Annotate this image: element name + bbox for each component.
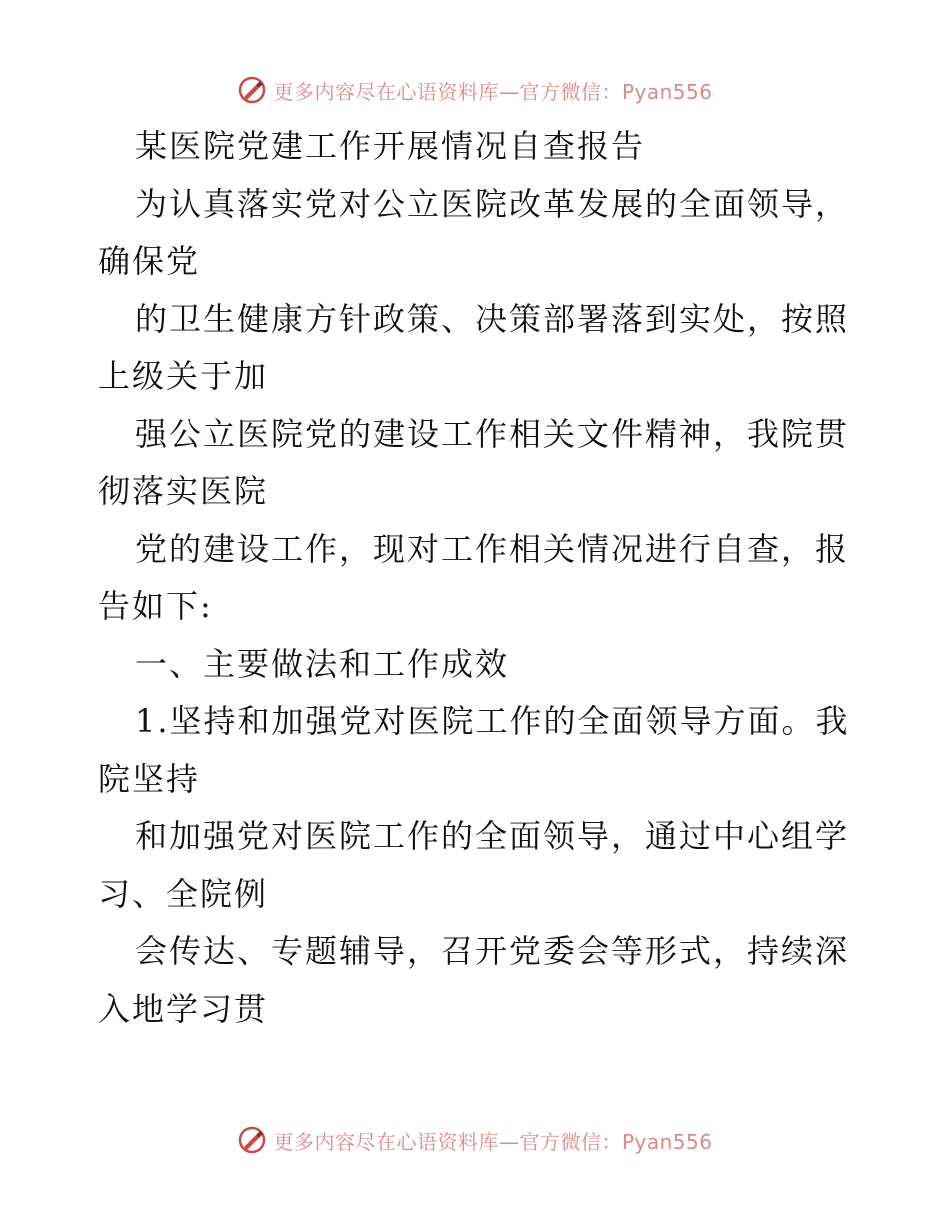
text-line: 为认真落实党对公立医院改革发展的全面领导， xyxy=(135,184,850,223)
pen-logo-icon xyxy=(237,1125,267,1155)
watermark-text: 更多内容尽在心语资料库—官方微信：Pyan556 xyxy=(273,1129,713,1154)
text-line: 告如下: xyxy=(98,587,213,625)
watermark-header xyxy=(0,70,950,110)
text-line: 和加强党对医院工作的全面领导，通过中心组学 xyxy=(135,817,850,855)
watermark-text: 更多内容尽在心语资料库—官方微信：Pyan556 xyxy=(273,79,713,104)
text-line: 彻落实医院 xyxy=(98,472,269,510)
text-line: 的卫生健康方针政策、决策部署落到实处，按照 xyxy=(135,299,850,338)
watermark-footer xyxy=(0,1120,950,1160)
text-line: 会传达、专题辅导，召开党委会等形式，持续深 xyxy=(135,932,850,970)
document-title: 某医院党建工作开展情况自查报告 xyxy=(135,127,646,165)
pen-logo-icon xyxy=(237,75,267,105)
text-line: 习、全院例 xyxy=(98,874,269,913)
text-line: 院坚持 xyxy=(98,759,201,798)
document-body xyxy=(98,118,858,1038)
text-line: 1.坚持和加强党对医院工作的全面领导方面。我 xyxy=(135,702,850,740)
text-line: 入地学习贯 xyxy=(98,989,269,1028)
text-line: 党的建设工作，现对工作相关情况进行自查，报 xyxy=(135,529,850,568)
text-line: 确保党 xyxy=(98,242,201,280)
text-line: 上级关于加 xyxy=(98,357,269,395)
text-line: 一、主要做法和工作成效 xyxy=(135,644,510,683)
text-line: 强公立医院党的建设工作相关文件精神，我院贯 xyxy=(135,414,850,453)
